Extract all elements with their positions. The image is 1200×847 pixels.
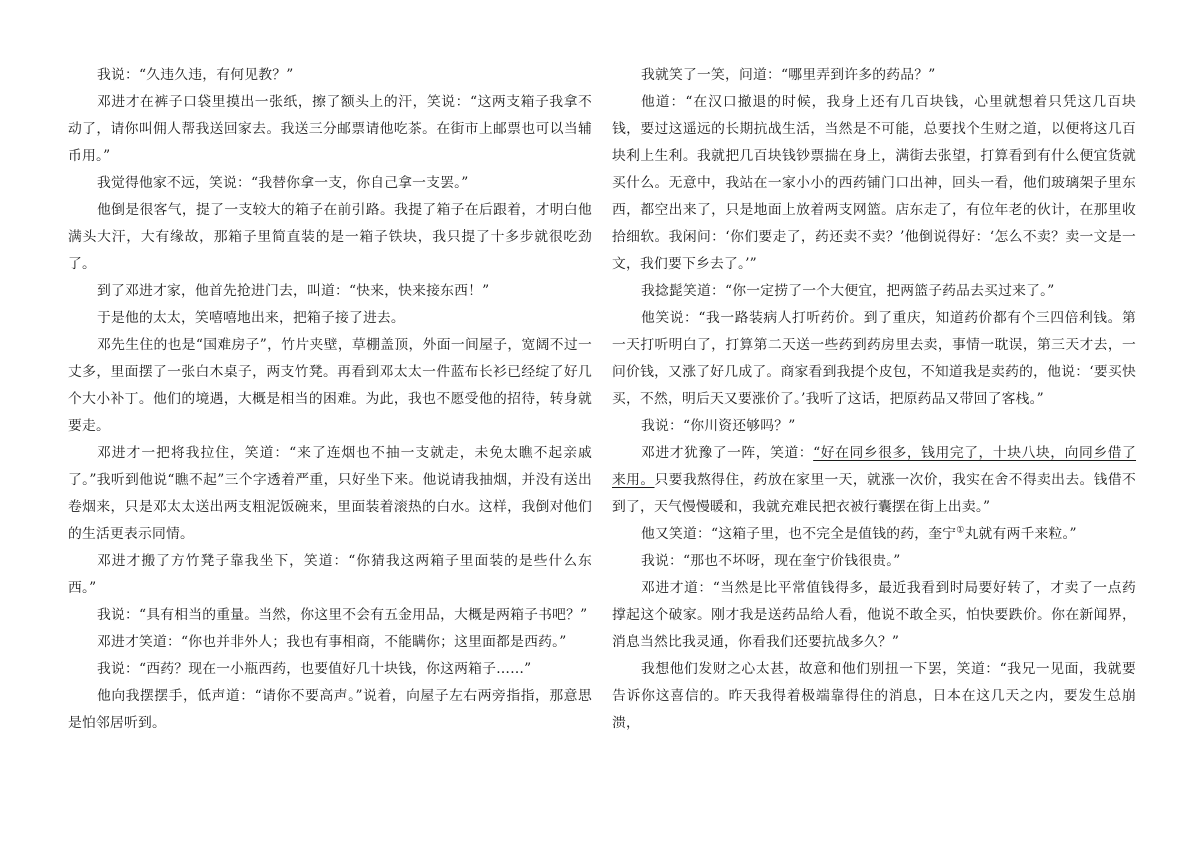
paragraph-text: 邓进才犹豫了一阵，笑道： — [641, 445, 814, 461]
paragraph: 我就笑了一笑，问道：“哪里弄到许多的药品？” — [641, 67, 936, 83]
footnote-marker: ① — [956, 525, 965, 536]
paragraph: 我说：“你川资还够吗？” — [641, 418, 796, 434]
paragraph: 邓进才一把将我拉住，笑道：“来了连烟也不抽一支就走，未免太瞧不起亲戚了。”我听到他说“瞧不起”三个字透着严重，只好坐下来。他说请我抽烟，并没有送出卷烟来，只是邓太太送出两支粗泥饭碗来，里面装着滚热的白水。这样，我倒对他们的生活更表示同情。 — [68, 445, 592, 542]
paragraph: 我想他们发财之心太甚，故意和他们别扭一下罢，笑道：“我兄一见面，我就要告诉你这喜信的。昨天我得着极端靠得住的消息，日本在这几天之内，要发生总崩溃， — [612, 661, 1136, 731]
paragraph-text: 他又笑道：“这箱子里，也不完全是值钱的药，奎宁 — [641, 526, 957, 542]
paragraph: 邓进才在裤子口袋里摸出一张纸，擦了额头上的汗，笑说：“这两支箱子我拿不动了，请你叫佣人帮我送回家去。我送三分邮票请他吃茶。在街市上邮票也可以当辅币用。” — [68, 94, 592, 164]
paragraph-text: 只要我熬得住，药放在家里一天，就涨一次价，我实在舍不得卖出去。钱借不到了，天气慢慢暖和，我就充难民把衣被行囊摆在街上出卖。” — [612, 472, 1136, 515]
right-column — [612, 62, 1136, 737]
paragraph: 我捻髭笑道：“你一定捞了一个大便宜，把两篮子药品去买过来了。” — [641, 283, 1055, 299]
paragraph — [612, 440, 1136, 521]
paragraph: 邓进才笑道：“你也并非外人；我也有事相商，不能瞒你；这里面都是西药。” — [97, 634, 567, 650]
paragraph: 他笑说：“我一路装病人打听药价。到了重庆，知道药价都有个三四倍利钱。第一天打听明白了，打算第二天送一些药到药房里去卖，事情一耽误，第三天才去，一问价钱，又涨了好几成了。商家看到我提个皮包，不知道我是卖药的，他说：‘要买快买，不然，明后天又要涨价了。’我听了这话，把原药品又带回了客栈。” — [612, 310, 1136, 407]
paragraph: 于是他的太太，笑嘻嘻地出来，把箱子接了进去。 — [97, 310, 405, 326]
left-column — [68, 62, 592, 737]
paragraph: 我觉得他家不远，笑说：“我替你拿一支，你自己拿一支罢。” — [97, 175, 469, 191]
paragraph: 邓先生住的也是“国难房子”，竹片夹壁，草棚盖顶，外面一间屋子，宽阔不过一丈多，里面摆了一张白木桌子，两支竹凳。再看到邓太太一件蓝布长衫已经绽了好几个大小补丁。他们的境遇，大概是相当的困难。为此，我也不愿受他的招待，转身就要走。 — [68, 337, 592, 434]
paragraph: 邓进才道：“当然是比平常值钱得多，最近我看到时局要好转了，才卖了一点药撑起这个破家。刚才我是送药品给人看，他说不敢全买，怕快要跌价。你在新闻界，消息当然比我灵通，你看我们还要抗战多久？” — [612, 580, 1136, 650]
paragraph-text: 丸就有两千来粒。” — [964, 526, 1077, 542]
paragraph — [612, 521, 1136, 548]
paragraph: 他道：“在汉口撤退的时候，我身上还有几百块钱，心里就想着只凭这几百块钱，要过这遥远的长期抗战生活，当然是不可能，总要找个生财之道，以便将这几百块利上生利。我就把几百块钱钞票揣在身上，满街去张望，打算看到有什么便宜货就买什么。无意中，我站在一家小小的西药铺门口出神，回头一看，他们玻璃架子里东西，都空出来了，只是地面上放着两支网篮。店东走了，有位年老的伙计，在那里收拾细软。我闲问：‘你们要走了，药还卖不卖？’他倒说得好：‘怎么不卖？卖一文是一文，我们要下乡去了。’” — [612, 94, 1136, 272]
paragraph: 邓进才搬了方竹凳子靠我坐下，笑道：“你猜我这两箱子里面装的是些什么东西。” — [68, 553, 592, 596]
underlined-sentence: “好在同乡很多，钱用完了，十块八块，向同乡借了来用。 — [612, 445, 1137, 488]
paragraph: 到了邓进才家，他首先抢进门去，叫道：“快来，快来接东西！” — [97, 283, 490, 299]
paragraph: 我说：“具有相当的重量。当然，你这里不会有五金用品，大概是两箱子书吧？” — [97, 607, 588, 623]
paragraph: 我说：“西药？现在一小瓶西药，也要值好几十块钱，你这两箱子……” — [97, 661, 532, 677]
paragraph: 我说：“久违久违，有何见教？” — [97, 67, 294, 83]
paragraph: 我说：“那也不坏呀，现在奎宁价钱很贵。” — [641, 553, 901, 569]
paragraph: 他向我摆摆手，低声道：“请你不要高声。”说着，向屋子左右两旁指指，那意思是怕邻居听到。 — [68, 688, 592, 731]
paragraph: 他倒是很客气，提了一支较大的箱子在前引路。我提了箱子在后跟着，才明白他满头大汗，大有缘故，那箱子里简直装的是一箱子铁块，我只提了十多步就很吃劲了。 — [68, 202, 592, 272]
